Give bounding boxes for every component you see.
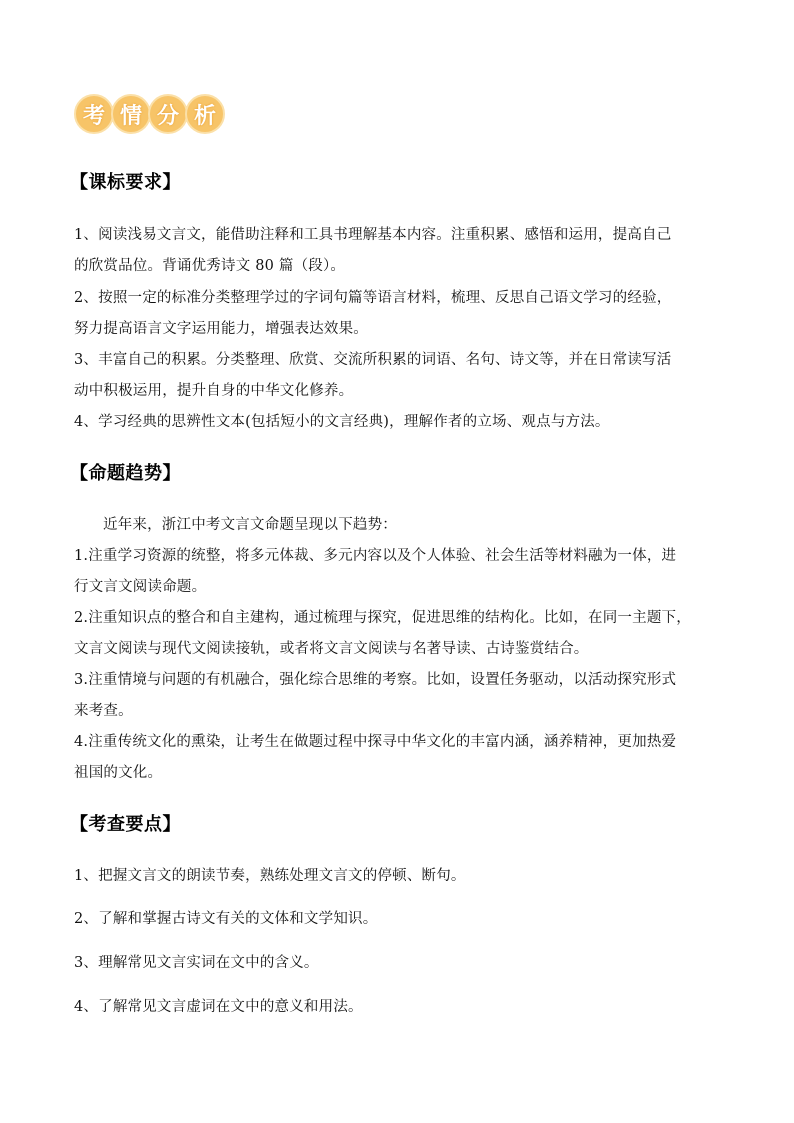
standards-heading: 【课标要求】 [70, 172, 181, 193]
trend-line: 1.注重学习资源的统整，将多元体裁、多元内容以及个人体验、社会生活等材料融为一体，进 [74, 548, 677, 564]
points-line: 4、了解常见文言虚词在文中的意义和用法。 [74, 999, 363, 1015]
standards-line: 1、阅读浅易文言文，能借助注释和工具书理解基本内容。注重积累、感悟和运用，提高自己 [74, 227, 672, 243]
points-heading: 【考查要点】 [70, 814, 181, 835]
trend-line: 文言文阅读与现代文阅读接轨，或者将文言文阅读与名著导读、古诗鉴赏结合。 [74, 641, 589, 657]
standards-line: 努力提高语言文字运用能力，增强表达效果。 [74, 321, 368, 337]
standards-line: 2、按照一定的标准分类整理学过的字词句篇等语言材料，梳理、反思自己语文学习的经验， [74, 290, 672, 306]
trend-line: 行文言文阅读命题。 [74, 579, 207, 595]
points-line: 3、理解常见文言实词在文中的含义。 [74, 955, 319, 971]
standards-line: 3、丰富自己的积累。分类整理、欣赏、交流所积累的词语、名句、诗文等，并在日常读写活 [74, 352, 672, 368]
points-line: 2、了解和掌握古诗文有关的文体和文学知识。 [74, 911, 378, 927]
standards-line: 动中积极运用，提升自身的中华文化修养。 [74, 383, 354, 399]
points-line: 1、把握文言文的朗读节奏，熟练处理文言文的停顿、断句。 [74, 868, 466, 884]
trend-heading: 【命题趋势】 [70, 463, 181, 484]
standards-line: 4、学习经典的思辨性文本(包括短小的文言经典)，理解作者的立场、观点与方法。 [74, 414, 610, 430]
section-badge [74, 94, 222, 134]
badge-char: 分 [148, 94, 188, 134]
trend-line: 4.注重传统文化的熏染，让考生在做题过程中探寻中华文化的丰富内涵，涵养精神，更加热爱 [74, 734, 677, 750]
standards-line: 的欣赏品位。背诵优秀诗文 80 篇（段）。 [74, 258, 346, 274]
trend-line: 3.注重情境与问题的有机融合，强化综合思维的考察。比如，设置任务驱动，以活动探究形式 [74, 672, 677, 688]
badge-char: 析 [185, 94, 225, 134]
trend-line: 2.注重知识点的整合和自主建构，通过梳理与探究，促进思维的结构化。比如，在同一主题下， [74, 610, 691, 626]
trend-line: 祖国的文化。 [74, 765, 163, 781]
badge-char: 考 [74, 94, 114, 134]
trend-intro: 近年来，浙江中考文言文命题呈现以下趋势： [103, 517, 397, 533]
badge-char: 情 [111, 94, 151, 134]
trend-line: 来考查。 [74, 703, 133, 719]
